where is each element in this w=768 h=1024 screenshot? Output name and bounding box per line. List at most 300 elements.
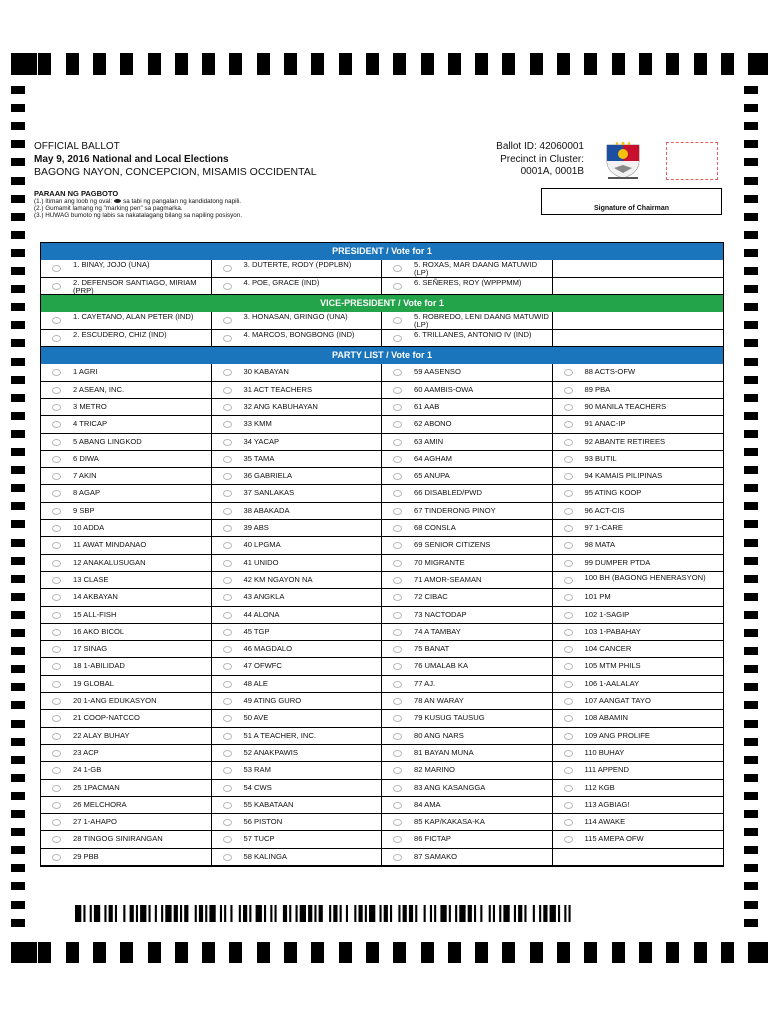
vote-oval[interactable] xyxy=(52,490,61,497)
timing-mark xyxy=(744,919,758,927)
timing-mark xyxy=(612,53,625,75)
barcode-bar xyxy=(390,905,392,922)
vote-oval[interactable] xyxy=(223,854,232,861)
candidate-row xyxy=(41,710,723,727)
vote-oval[interactable] xyxy=(393,750,402,757)
vote-oval[interactable] xyxy=(393,387,402,394)
timing-mark xyxy=(202,942,215,963)
barcode-bar xyxy=(239,905,241,922)
timing-mark xyxy=(744,846,758,854)
vote-oval[interactable] xyxy=(393,456,402,463)
vote-oval[interactable] xyxy=(393,577,402,584)
candidate-cell xyxy=(553,537,724,553)
vote-oval[interactable] xyxy=(393,819,402,826)
vote-oval[interactable] xyxy=(223,421,232,428)
vote-oval[interactable] xyxy=(564,421,573,428)
vote-oval[interactable] xyxy=(393,473,402,480)
timing-mark xyxy=(744,683,758,691)
candidate-cell xyxy=(41,468,212,484)
candidate-cell xyxy=(212,503,383,519)
candidate-name: 36 GABRIELA xyxy=(243,471,293,481)
vote-oval[interactable] xyxy=(564,733,573,740)
candidate-cell xyxy=(41,382,212,398)
timing-mark xyxy=(11,394,25,402)
candidate-row xyxy=(41,762,723,779)
timing-mark xyxy=(748,942,768,963)
candidate-cell xyxy=(212,676,383,692)
vote-oval[interactable] xyxy=(393,508,402,515)
candidate-row xyxy=(41,278,723,296)
timing-mark xyxy=(744,412,758,420)
timing-mark xyxy=(11,303,25,311)
timing-mark xyxy=(744,901,758,909)
timing-mark xyxy=(257,942,270,963)
candidate-name: 2. ESCUDERO, CHIZ (IND) xyxy=(73,329,167,339)
vote-oval[interactable] xyxy=(223,802,232,809)
vote-oval[interactable] xyxy=(393,663,402,670)
vote-oval[interactable] xyxy=(564,542,573,549)
barcode-bar xyxy=(161,905,163,922)
barcode-bar xyxy=(430,905,432,922)
timing-mark xyxy=(38,942,51,963)
timing-mark xyxy=(744,267,758,275)
vote-oval[interactable] xyxy=(223,750,232,757)
barcode-bar xyxy=(174,905,178,922)
barcode-bar xyxy=(180,905,182,922)
barcode-bar xyxy=(136,905,138,922)
candidate-name: 74 A TAMBAY xyxy=(414,626,461,636)
vote-oval[interactable] xyxy=(564,715,573,722)
vote-oval[interactable] xyxy=(223,404,232,411)
barcode-bar xyxy=(205,905,207,922)
timing-mark xyxy=(744,828,758,836)
timing-mark xyxy=(744,611,758,619)
candidate-cell xyxy=(382,676,553,692)
vote-oval[interactable] xyxy=(564,387,573,394)
timing-mark xyxy=(311,942,324,963)
candidate-cell xyxy=(212,537,383,553)
candidate-cell xyxy=(41,641,212,657)
timing-mark xyxy=(11,158,25,166)
candidate-name: 54 CWS xyxy=(243,782,272,792)
vote-oval[interactable] xyxy=(564,750,573,757)
vote-oval[interactable] xyxy=(564,439,573,446)
timing-mark xyxy=(744,629,758,637)
vote-oval[interactable] xyxy=(52,369,61,376)
candidate-cell xyxy=(553,693,724,709)
timing-mark xyxy=(744,575,758,583)
vote-oval[interactable] xyxy=(564,785,573,792)
vote-oval[interactable] xyxy=(393,369,402,376)
candidate-name: 115 AMEPA OFW xyxy=(584,834,644,844)
vote-oval[interactable] xyxy=(52,785,61,792)
timing-mark xyxy=(612,942,625,963)
candidate-cell xyxy=(212,330,383,347)
candidate-name: 2 ASEAN, INC. xyxy=(73,384,125,394)
vote-oval[interactable] xyxy=(564,612,573,619)
candidate-cell xyxy=(553,485,724,501)
barcode-bar xyxy=(415,905,417,922)
timing-mark xyxy=(721,53,734,75)
vote-oval[interactable] xyxy=(223,560,232,567)
timing-mark xyxy=(11,846,25,854)
vote-oval[interactable] xyxy=(564,508,573,515)
vote-oval[interactable] xyxy=(223,663,232,670)
barcode-bar xyxy=(155,905,157,922)
candidate-name: 23 ACP xyxy=(73,747,99,757)
barcode-bar xyxy=(123,905,125,922)
vote-oval[interactable] xyxy=(393,629,402,636)
candidate-name: 39 ABS xyxy=(243,523,269,533)
candidate-name: 76 UMALAB KA xyxy=(414,661,469,671)
vote-oval[interactable] xyxy=(223,819,232,826)
vote-oval[interactable] xyxy=(393,594,402,601)
vote-oval[interactable] xyxy=(223,525,232,532)
vote-oval[interactable] xyxy=(564,369,573,376)
vote-oval[interactable] xyxy=(564,560,573,567)
candidate-cell xyxy=(212,745,383,761)
barcode-bar xyxy=(308,905,312,922)
vote-oval[interactable] xyxy=(564,594,573,601)
timing-mark xyxy=(744,376,758,384)
barcode-bar xyxy=(459,905,465,922)
vote-oval[interactable] xyxy=(223,439,232,446)
candidate-cell xyxy=(382,572,553,588)
timing-mark xyxy=(694,53,707,75)
vote-oval[interactable] xyxy=(393,542,402,549)
candidate-name: 16 AKO BICOL xyxy=(73,626,125,636)
candidate-name: 13 CLASE xyxy=(73,574,109,584)
timing-mark xyxy=(175,942,188,963)
candidate-cell xyxy=(382,607,553,623)
vote-oval[interactable] xyxy=(52,733,61,740)
timing-mark xyxy=(11,828,25,836)
barcode-bar xyxy=(300,905,306,922)
ballot-grid xyxy=(40,242,724,867)
vote-oval[interactable] xyxy=(564,404,573,411)
barcode-bar xyxy=(130,905,134,922)
barcode-bar xyxy=(199,905,203,922)
candidate-name: 96 ACT-CIS xyxy=(584,505,625,515)
vote-oval[interactable] xyxy=(223,369,232,376)
candidate-cell xyxy=(553,572,724,588)
vote-oval[interactable] xyxy=(393,490,402,497)
vote-oval[interactable] xyxy=(564,819,573,826)
vote-oval[interactable] xyxy=(223,785,232,792)
vote-oval[interactable] xyxy=(393,317,402,324)
vote-oval[interactable] xyxy=(564,836,573,843)
vote-oval[interactable] xyxy=(52,456,61,463)
timing-mark xyxy=(744,810,758,818)
vote-oval[interactable] xyxy=(393,421,402,428)
vote-oval[interactable] xyxy=(52,819,61,826)
candidate-cell xyxy=(212,849,383,865)
vote-oval[interactable] xyxy=(393,802,402,809)
barcode-bar xyxy=(569,905,571,922)
barcode-bar xyxy=(369,905,375,922)
vote-oval[interactable] xyxy=(52,335,61,342)
timing-mark xyxy=(11,701,25,709)
candidate-cell xyxy=(41,676,212,692)
timing-mark xyxy=(744,539,758,547)
vote-oval[interactable] xyxy=(564,802,573,809)
vote-oval[interactable] xyxy=(223,335,232,342)
vote-oval[interactable] xyxy=(393,854,402,861)
vote-oval[interactable] xyxy=(564,629,573,636)
vote-oval[interactable] xyxy=(223,508,232,515)
vote-oval[interactable] xyxy=(52,629,61,636)
vote-oval[interactable] xyxy=(223,733,232,740)
barcode-bar xyxy=(550,905,556,922)
timing-mark xyxy=(421,942,434,963)
candidate-cell xyxy=(382,399,553,415)
candidate-row xyxy=(41,728,723,745)
vote-oval[interactable] xyxy=(393,525,402,532)
barcode-bar xyxy=(90,905,92,922)
vote-oval[interactable] xyxy=(223,317,232,324)
timing-mark xyxy=(11,882,25,890)
vote-oval[interactable] xyxy=(393,335,402,342)
vote-oval[interactable] xyxy=(52,317,61,324)
vote-oval[interactable] xyxy=(52,646,61,653)
vote-oval[interactable] xyxy=(393,785,402,792)
timing-mark xyxy=(744,864,758,872)
candidate-cell xyxy=(382,485,553,501)
barcode-bar xyxy=(275,905,277,922)
vote-oval[interactable] xyxy=(223,473,232,480)
candidate-cell xyxy=(41,728,212,744)
vote-oval[interactable] xyxy=(52,404,61,411)
candidate-cell xyxy=(382,658,553,674)
vote-oval[interactable] xyxy=(52,283,61,290)
vote-oval[interactable] xyxy=(393,698,402,705)
timing-mark xyxy=(11,231,25,239)
vote-oval[interactable] xyxy=(223,577,232,584)
timing-mark xyxy=(694,942,707,963)
vote-oval[interactable] xyxy=(564,681,573,688)
barcode-bar xyxy=(403,905,407,922)
vote-oval[interactable] xyxy=(52,542,61,549)
timing-mark xyxy=(744,195,758,203)
vote-oval[interactable] xyxy=(393,681,402,688)
candidate-cell xyxy=(41,451,212,467)
vote-oval[interactable] xyxy=(564,525,573,532)
vote-oval[interactable] xyxy=(393,404,402,411)
candidate-row xyxy=(41,589,723,606)
timing-mark xyxy=(744,122,758,130)
timing-mark xyxy=(257,53,270,75)
timing-mark xyxy=(11,376,25,384)
candidate-cell xyxy=(41,849,212,865)
vote-oval[interactable] xyxy=(393,265,402,272)
candidate-cell xyxy=(553,745,724,761)
vote-oval[interactable] xyxy=(52,473,61,480)
vote-oval[interactable] xyxy=(52,421,61,428)
vote-oval[interactable] xyxy=(52,265,61,272)
timing-mark xyxy=(584,942,597,963)
timing-mark xyxy=(11,267,25,275)
vote-oval[interactable] xyxy=(393,767,402,774)
vote-oval[interactable] xyxy=(393,560,402,567)
candidate-cell xyxy=(212,399,383,415)
vote-oval[interactable] xyxy=(393,733,402,740)
vote-oval[interactable] xyxy=(223,715,232,722)
barcode-bar xyxy=(289,905,291,922)
vote-oval[interactable] xyxy=(564,646,573,653)
vote-oval[interactable] xyxy=(393,836,402,843)
candidate-cell xyxy=(212,468,383,484)
candidate-cell xyxy=(382,503,553,519)
vote-oval[interactable] xyxy=(52,508,61,515)
instruction-1b: sa tabi ng pangalan ng kandidatong napili. xyxy=(123,198,242,205)
ballot-title: OFFICIAL BALLOT xyxy=(34,141,120,152)
candidate-cell xyxy=(41,572,212,588)
candidate-name: 7 AKIN xyxy=(73,471,97,481)
vote-oval[interactable] xyxy=(223,836,232,843)
candidate-name: 37 SANLAKAS xyxy=(243,488,295,498)
vote-oval[interactable] xyxy=(393,439,402,446)
timing-mark xyxy=(11,339,25,347)
timing-mark xyxy=(11,140,25,148)
barcode-bar xyxy=(380,905,382,922)
candidate-name: 64 AGHAM xyxy=(414,453,452,463)
candidate-row xyxy=(41,312,723,330)
candidate-cell xyxy=(553,416,724,432)
candidate-name: 97 1-CARE xyxy=(584,523,623,533)
timing-mark xyxy=(744,882,758,890)
vote-oval[interactable] xyxy=(564,577,573,584)
vote-oval[interactable] xyxy=(393,646,402,653)
candidate-cell xyxy=(212,762,383,778)
candidate-cell xyxy=(212,780,383,796)
vote-oval[interactable] xyxy=(223,646,232,653)
vote-oval[interactable] xyxy=(223,698,232,705)
candidate-cell xyxy=(382,710,553,726)
timing-mark xyxy=(148,942,161,963)
vote-oval[interactable] xyxy=(52,663,61,670)
ballot-header xyxy=(34,141,317,179)
barcode-bar xyxy=(140,905,146,922)
vote-oval[interactable] xyxy=(52,681,61,688)
candidate-cell xyxy=(553,762,724,778)
candidate-cell xyxy=(41,503,212,519)
vote-oval[interactable] xyxy=(52,577,61,584)
vote-oval[interactable] xyxy=(223,490,232,497)
vote-oval[interactable] xyxy=(52,715,61,722)
candidate-cell xyxy=(553,468,724,484)
candidate-name: 57 TUCP xyxy=(243,834,275,844)
vote-oval[interactable] xyxy=(223,681,232,688)
vote-oval[interactable] xyxy=(52,612,61,619)
vote-oval[interactable] xyxy=(564,698,573,705)
vote-oval[interactable] xyxy=(52,767,61,774)
vote-oval[interactable] xyxy=(52,836,61,843)
candidate-name: 91 ANAC-IP xyxy=(584,419,626,429)
vote-oval[interactable] xyxy=(564,767,573,774)
candidate-cell xyxy=(41,278,212,295)
vote-oval[interactable] xyxy=(223,612,232,619)
vote-oval[interactable] xyxy=(223,265,232,272)
vote-oval[interactable] xyxy=(223,594,232,601)
candidate-cell xyxy=(41,589,212,605)
vote-oval[interactable] xyxy=(223,456,232,463)
candidate-cell xyxy=(41,434,212,450)
chairman-signature-box[interactable] xyxy=(541,188,722,215)
vote-oval[interactable] xyxy=(564,490,573,497)
vote-oval[interactable] xyxy=(223,629,232,636)
barcode-bar xyxy=(539,905,541,922)
vote-oval[interactable] xyxy=(52,854,61,861)
candidate-name: 35 TAMA xyxy=(243,453,275,463)
timing-mark xyxy=(748,53,768,75)
barcode-bar xyxy=(283,905,287,922)
candidate-name: 92 ABANTE RETIREES xyxy=(584,436,666,446)
vote-oval[interactable] xyxy=(52,439,61,446)
timing-mark xyxy=(744,358,758,366)
candidate-name: 89 PBA xyxy=(584,384,611,394)
candidate-row xyxy=(41,693,723,710)
vote-oval[interactable] xyxy=(564,663,573,670)
candidate-name: 72 CIBAC xyxy=(414,592,448,602)
vote-oval[interactable] xyxy=(564,456,573,463)
vote-oval[interactable] xyxy=(393,612,402,619)
vote-oval[interactable] xyxy=(52,525,61,532)
timing-mark xyxy=(666,53,679,75)
barcode-bar xyxy=(493,905,495,922)
candidate-cell xyxy=(382,468,553,484)
vote-oval[interactable] xyxy=(223,767,232,774)
vote-oval[interactable] xyxy=(223,542,232,549)
vote-oval[interactable] xyxy=(52,560,61,567)
vote-oval[interactable] xyxy=(52,594,61,601)
candidate-name: 73 NACTODAP xyxy=(414,609,467,619)
candidate-cell xyxy=(41,416,212,432)
barcode-bar xyxy=(434,905,436,922)
timing-mark xyxy=(666,942,679,963)
vote-oval[interactable] xyxy=(564,473,573,480)
party-list-candidates xyxy=(41,364,723,866)
precinct-location: BAGONG NAYON, CONCEPCION, MISAMIS OCCIDENTAL xyxy=(34,166,317,178)
barcode-bar xyxy=(165,905,171,922)
vice-president-candidates xyxy=(41,312,723,347)
candidate-name: 101 PM xyxy=(584,592,611,602)
vote-oval[interactable] xyxy=(393,283,402,290)
vote-oval[interactable] xyxy=(223,387,232,394)
candidate-cell xyxy=(212,434,383,450)
timing-mark xyxy=(11,756,25,764)
vote-oval[interactable] xyxy=(393,715,402,722)
candidate-name: 66 DISABLED/PWD xyxy=(414,488,482,498)
president-candidates xyxy=(41,260,723,295)
empty-cell xyxy=(553,849,724,865)
candidate-name: 61 AAB xyxy=(414,401,440,411)
candidate-name: 79 KUSUG TAUSUG xyxy=(414,713,485,723)
candidate-cell xyxy=(553,520,724,536)
barcode-bar xyxy=(264,905,266,922)
barcode-bar xyxy=(564,905,566,922)
timing-mark xyxy=(744,520,758,528)
vote-oval[interactable] xyxy=(52,802,61,809)
timing-mark xyxy=(721,942,734,963)
vote-oval[interactable] xyxy=(52,698,61,705)
candidate-cell xyxy=(382,312,553,329)
vote-oval[interactable] xyxy=(52,750,61,757)
candidate-name: 110 BUHAY xyxy=(584,747,625,757)
candidate-row xyxy=(41,780,723,797)
vote-oval[interactable] xyxy=(223,283,232,290)
vote-oval[interactable] xyxy=(52,387,61,394)
empty-cell xyxy=(553,278,724,295)
